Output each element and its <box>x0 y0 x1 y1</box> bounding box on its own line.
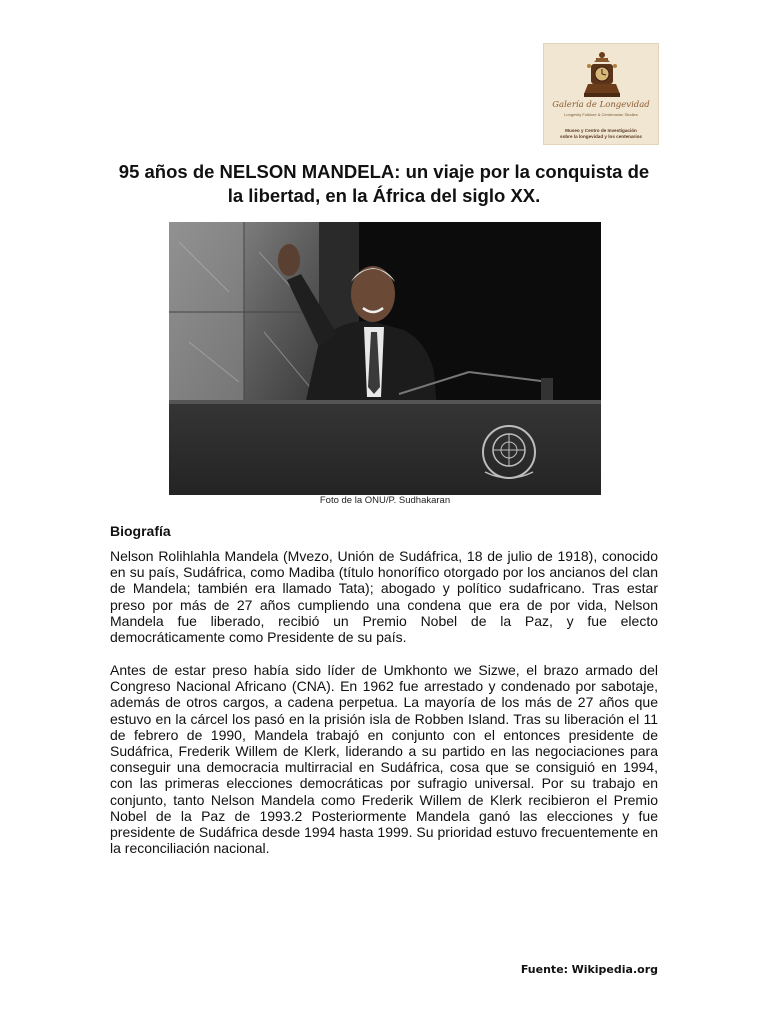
biography-paragraph-2: Antes de estar preso había sido líder de Umkhonto we Sizwe, el brazo armado del Congreso Nacional Africano (CNA). En 1962 fue arrestado y condenado por sabotaje, además de otros cargos, a cadena perpetua. La mayoría de los más de 27 años que estuvo en la cárcel los pasó en la prisión isla de Robben Island. Tras su liberación el 11 de febrero de 1990, Mandela trabajó en conjunto con el entonces presidente de Sudáfrica, Frederik Willem de Klerk, liderando a su partido en las negociaciones para conseguir una democracia multirracial en Sudáfrica, cosa que se consiguió en 1994, con las primeras elecciones democráticas por sufragio universal. Por su trabajo en conjunto, tanto Nelson Mandela como Frederik Willem de Klerk recibieron el Premio Nobel de la Paz de 1993.2 Posteriormente Mandela ganó las elecciones y fue presidente de Sudáfrica desde 1994 hasta 1999. Su prioridad estuvo frecuentemente en la reconciliación nacional. <box>110 662 658 857</box>
logo-line-2: sobre la longevidad y los centenarios <box>560 134 642 139</box>
section-heading: Biografía <box>110 523 171 539</box>
museum-logo <box>543 43 659 145</box>
logo-subtitle: Longevity Folklore & Centenarian Studies <box>564 112 638 117</box>
logo-line-1: Museo y Centro de Investigación <box>565 128 637 133</box>
logo-script-text: Galería de Longevidad <box>552 100 650 110</box>
source-label: Fuente: <box>520 963 569 976</box>
source-value: Wikipedia.org <box>571 963 658 976</box>
source-credit <box>521 963 658 976</box>
document-title: 95 años de NELSON MANDELA: un viaje por la conquista de la libertad, en la África del siglo XX. <box>118 161 650 206</box>
photo-illustration <box>169 222 601 495</box>
biography-paragraph-1: Nelson Rolihlahla Mandela (Mvezo, Unión de Sudáfrica, 18 de julio de 1918), conocido en su país, Sudáfrica, como Madiba (título honorífico otorgado por los ancianos del clan de Mandela; también era llamado Tata); abogado y político sudafricano. Tras estar preso por más de 27 años cumpliendo una condena que era de por vida, Nelson Mandela fue liberado, recibió un Premio Nobel de la Paz, y fue electo democráticamente como Presidente de su país. <box>110 548 658 646</box>
mandela-photo <box>169 222 601 495</box>
photo-caption: Foto de la ONU/P. Sudhakaran <box>319 495 451 506</box>
